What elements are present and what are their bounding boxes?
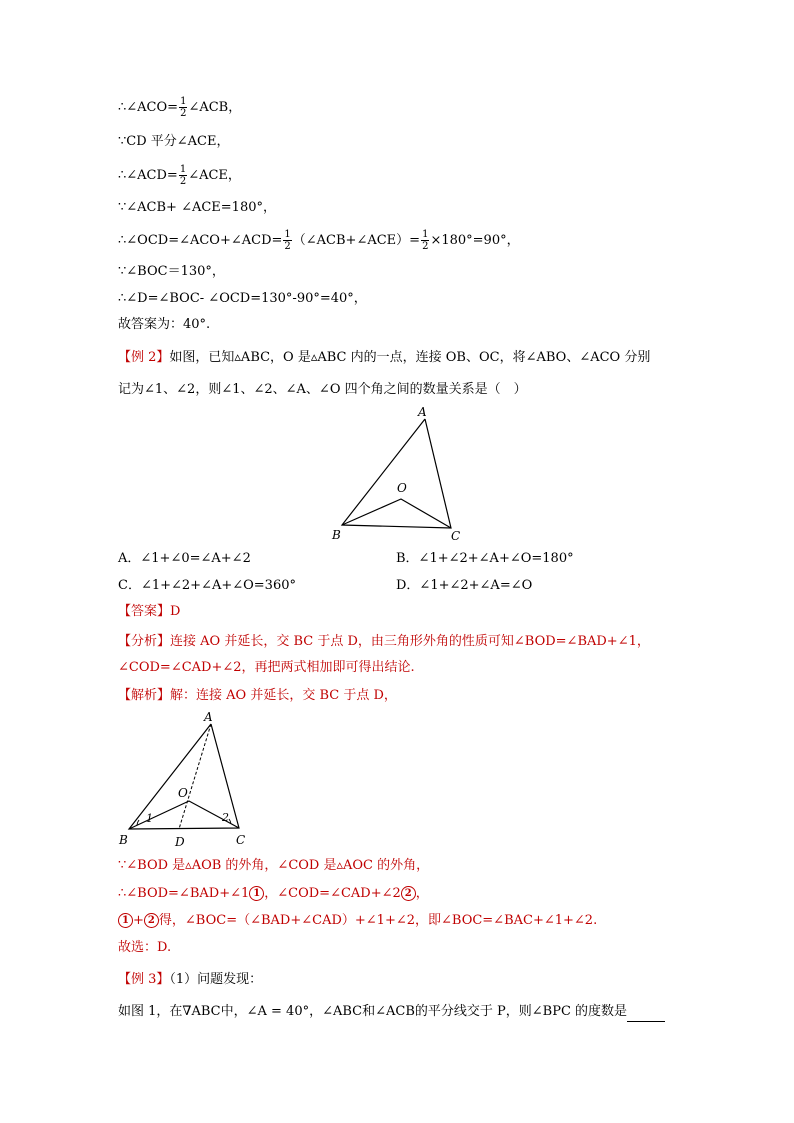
fraction: $\frac{1}{2}$	[422, 229, 429, 252]
solution-line: 【解析】解：连接 AO 并延长，交 BC 于点 D，	[118, 688, 397, 703]
fig2-label-D: D	[175, 835, 185, 849]
ex2-tag: 【例 2】	[118, 350, 170, 365]
fig1-label-B: B	[332, 528, 341, 542]
fig1-label-A: A	[418, 405, 427, 419]
sol-line-1: ∴∠ACO= $\frac{1}{2}$ ∠ACB，	[118, 96, 242, 119]
ex3-question: 如图 1，在∇ABC中，∠A = 40°，∠ABC和∠ACB的平分线交于 P，则∠BPC 的度数是	[118, 1002, 665, 1022]
sol-line-5: ∴∠OCD=∠ACO+∠ACD= $\frac{1}{2}$ （∠ACB+∠ACE）= $\frac{1}{2}$ ×180°=90°，	[118, 229, 520, 252]
fraction: $\frac{1}{2}$	[179, 164, 187, 187]
option-a: A．∠1+∠0=∠A+∠2	[118, 551, 251, 566]
answer-blank	[627, 1008, 665, 1022]
proof-line-1: ∵∠BOD 是▵AOB 的外角，∠COD 是▵AOC 的外角，	[118, 858, 430, 873]
sol-line-4: ∵∠ACB+ ∠ACE=180°，	[118, 200, 276, 215]
triangle-figure-1	[330, 403, 470, 543]
proof-line-3: 1 + 2 得，∠BOC=（∠BAD+∠CAD）+∠1+∠2，即∠BOC=∠BAC+∠1+∠2.	[118, 911, 597, 931]
fraction: $\frac{1}{2}$	[180, 96, 187, 119]
sol-line-7: ∴∠D=∠BOC- ∠OCD=130°-90°=40°，	[118, 291, 367, 306]
circled-1: 1	[118, 913, 133, 928]
ex3-tag: 【例 3】	[118, 972, 170, 987]
answer-value: D	[170, 604, 181, 619]
proof-line-4: 故选：D.	[118, 940, 172, 955]
circled-2: 2	[144, 913, 159, 928]
fig2-label-A: A	[204, 710, 213, 724]
sol-line-8: 故答案为：40°.	[118, 317, 211, 332]
option-c: C．∠1+∠2+∠A+∠O=360°	[118, 578, 296, 593]
ex3-heading: 【例 3】（1）问题发现：	[118, 972, 263, 987]
analysis-tag: 【分析】	[118, 634, 171, 649]
fig1-label-C: C	[451, 529, 461, 543]
answer-tag: 【答案】	[118, 604, 171, 619]
sol-line-3: ∴∠ACD= $\frac{1}{2}$ ∠ACE，	[118, 164, 241, 187]
answer-line	[118, 602, 180, 622]
sol-line-6: ∵∠BOC＝130°，	[118, 264, 225, 279]
fig2-label-B: B	[119, 833, 128, 847]
ex2-question-line-1: 【例 2】如图，已知▵ABC，O 是▵ABC 内的一点，连接 OB、OC，将∠ABO、∠ACO 分别	[118, 350, 651, 365]
proof-line-2: ∴∠BOD=∠BAD+∠1 1 ，∠COD=∠CAD+∠2 2 ，	[118, 886, 429, 901]
fig2-label-O: O	[178, 786, 188, 800]
option-d: D．∠1+∠2+∠A=∠O	[396, 578, 533, 593]
analysis-line-1: 【分析】连接 AO 并延长，交 BC 于点 D，由三角形外角的性质可知∠BOD=∠BAD+∠1，	[118, 634, 650, 649]
sol-line-2: ∵CD 平分∠ACE，	[118, 134, 230, 149]
fig2-label-C: C	[236, 833, 246, 847]
fig2-angle-2: 2	[222, 811, 229, 824]
circled-2: 2	[401, 886, 416, 901]
analysis-line-2: ∠COD=∠CAD+∠2，再把两式相加即可得出结论.	[118, 660, 415, 675]
fraction: $\frac{1}{2}$	[284, 229, 291, 252]
circled-1: 1	[249, 886, 264, 901]
fig1-label-O: O	[397, 481, 407, 495]
triangle-figure-2	[115, 708, 255, 850]
fig2-angle-1: 1	[146, 812, 153, 825]
solution-tag: 【解析】	[118, 688, 171, 703]
ex2-question-line-2: 记为∠1、∠2，则∠1、∠2、∠A、∠O 四个角之间的数量关系是（ ）	[118, 382, 527, 397]
option-b: B．∠1+∠2+∠A+∠O=180°	[396, 551, 574, 566]
